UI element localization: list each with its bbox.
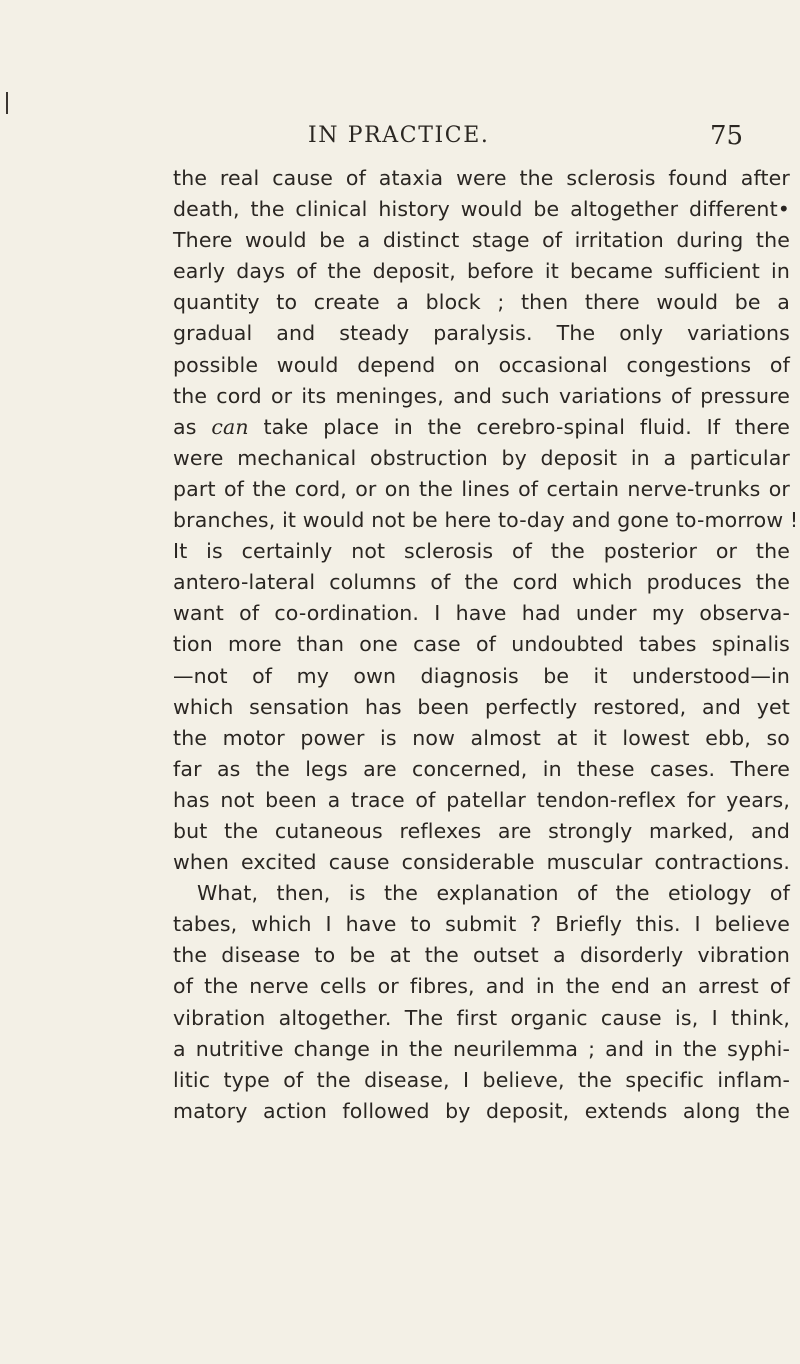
text-line: —not of my own diagnosis be it understood—in (173, 663, 790, 688)
text-line: What, then, is the explanation of the etiology of (197, 881, 790, 906)
text-line: the disease to be at the outset a disorderly vibration (173, 943, 790, 968)
text-line: when excited cause considerable muscular contractions. (173, 850, 790, 875)
text-line: branches, it would not be here to-day and gone to-morrow ! (173, 508, 799, 533)
text-line: of the nerve cells or fibres, and in the end an arrest of (173, 974, 790, 999)
body-text (173, 163, 799, 1127)
running-head (0, 116, 800, 156)
text-line: tion more than one case of undoubted tabes spinalis (173, 632, 790, 657)
text-run: take place in the cerebro-spinal fluid. If there (248, 414, 790, 439)
italic-word: can (211, 414, 249, 439)
text-line: has not been a trace of patellar tendon-reflex for years, (173, 787, 790, 812)
text-line: part of the cord, or on the lines of certain nerve-trunks or (173, 476, 790, 501)
text-line: It is certainly not sclerosis of the posterior or the (173, 539, 790, 564)
text-line: gradual and steady paralysis. The only variations (173, 321, 790, 346)
text-line: which sensation has been perfectly restored, and yet (173, 694, 790, 719)
text-line: death, the clinical history would be altogether different• (173, 197, 790, 222)
page-number: 75 (710, 121, 744, 151)
text-line: There would be a distinct stage of irritation during the (173, 228, 790, 253)
text-line: the real cause of ataxia were the sclerosis found after (173, 166, 790, 190)
text-line: far as the legs are concerned, in these cases. There (173, 756, 790, 781)
text-line (173, 412, 790, 443)
text-line: but the cutaneous reflexes are strongly marked, and (173, 818, 790, 843)
text-line: the cord or its meninges, and such variations of pressure (173, 383, 790, 408)
running-title: IN PRACTICE. (308, 123, 490, 148)
margin-mark (6, 92, 8, 114)
text-line: tabes, which I have to submit ? Briefly this. I believe (173, 912, 790, 937)
text-line: a nutritive change in the neurilemma ; and in the syphi- (173, 1036, 790, 1061)
text-line: quantity to create a block ; then there would be a (173, 290, 790, 315)
text-line: were mechanical obstruction by deposit in a particular (173, 445, 790, 470)
text-line: the motor power is now almost at it lowest ebb, so (173, 725, 790, 750)
text-line: antero-lateral columns of the cord which produces the (173, 570, 790, 595)
text-line: litic type of the disease, I believe, the specific inflam- (173, 1067, 790, 1092)
text-line: want of co-ordination. I have had under my observa- (173, 601, 790, 626)
text-line: matory action followed by deposit, extends along the (173, 1098, 790, 1123)
text-line: possible would depend on occasional congestions of (173, 352, 790, 377)
text-run: as (173, 414, 212, 439)
text-line: vibration altogether. The first organic cause is, I think, (173, 1005, 790, 1030)
text-line: early days of the deposit, before it became sufficient in (173, 259, 790, 284)
